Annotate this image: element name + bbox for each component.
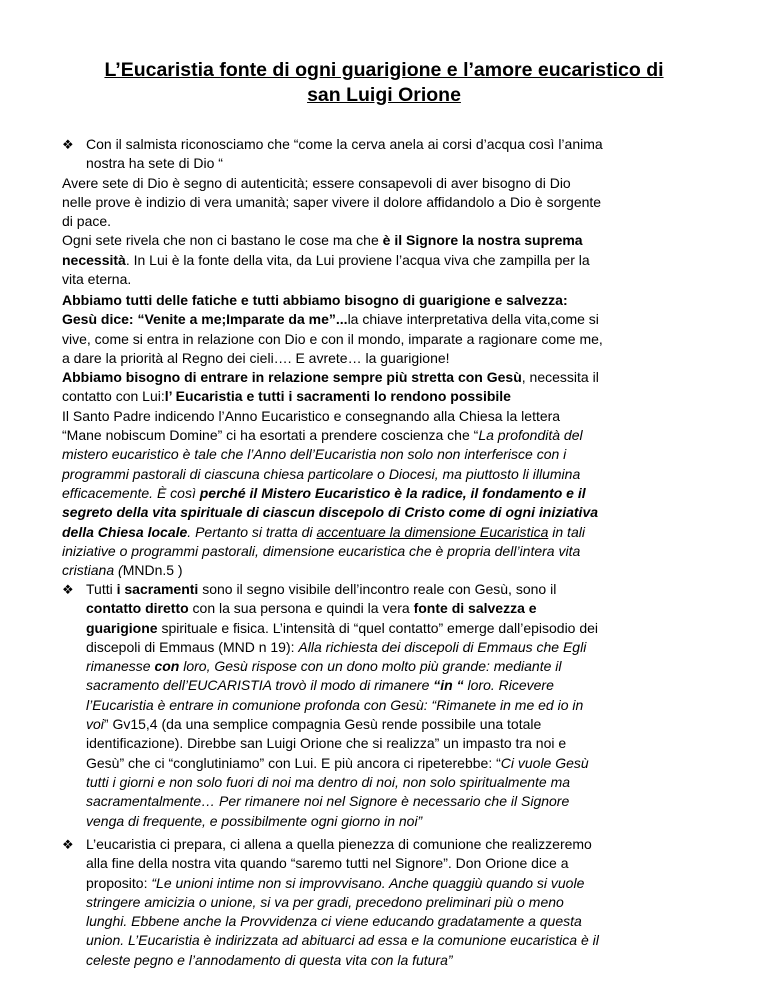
bold-run: i sacramenti: [116, 581, 199, 597]
title-line-1: L’Eucaristia fonte di ogni guarigione e l’amore eucaristico di: [104, 59, 664, 81]
text-run: , necessita il: [521, 369, 599, 386]
text-line: [62, 523, 712, 542]
title-line-2: san Luigi Orione: [307, 84, 461, 106]
italic-run: efficacemente. È così: [62, 484, 200, 501]
text-run: Tutti: [86, 581, 117, 597]
text-run: la chiave interpretativa della vita,come si: [347, 311, 599, 328]
text-line: [62, 561, 712, 580]
bullet-icon: ❖: [62, 582, 74, 597]
text-line: [62, 387, 712, 406]
text-line: venga di frequente, e possibilmente ogni giorno in noi”: [86, 812, 423, 829]
text-line: a dare la priorità al Regno dei cieli…. E avrete… la guarigione!: [62, 349, 450, 366]
paragraph-2: [62, 291, 712, 580]
text-line: [62, 754, 712, 773]
bold-run: Gesù dice: “Venite a me;Imparate da me”: [62, 311, 336, 328]
text-line: alla fine della nostra vita quando “saremo tutti nel Signore”. Don Orione dice a: [86, 855, 569, 872]
bold-run: fonte di salvezza e: [413, 600, 537, 617]
text-run: MNDn.5 ): [122, 562, 183, 579]
bold-italic-run: della Chiesa locale: [62, 523, 188, 540]
italic-run: loro, Gesù rispose con un dono molto più grande: mediante il: [179, 658, 562, 675]
bold-italic-run: perché il Mistero Eucaristico è la radice, il fondamento e il: [199, 484, 586, 501]
bullet-icon: ❖: [62, 837, 74, 852]
bold-run: l’ Eucaristia e tutti i sacramenti lo rendono possibile: [164, 388, 511, 405]
text-line: [62, 484, 712, 503]
text-line: tutti i giorni e non solo fuori di noi ma dentro di noi, non solo spiritualmente ma: [86, 773, 571, 790]
text-run: spirituale e fisica. L’intensità di “quel contatto” emerge dall’episodio dei: [157, 619, 599, 636]
text-line: [62, 580, 712, 599]
text-run: ” Gv15,4 (da una semplice compagnia Gesù rende possibile una totale: [103, 716, 542, 733]
text-line: Abbiamo tutti delle fatiche e tutti abbiamo bisogno di guarigione e salvezza:: [62, 292, 568, 308]
text-line: [62, 599, 712, 618]
text-line: vita eterna.: [62, 271, 132, 288]
underlined-run: accentuare la dimensione Eucaristica: [316, 523, 549, 540]
bullet-icon: ❖: [62, 137, 74, 152]
text-run: con la sua persona e quindi la vera: [188, 600, 414, 617]
text-line: identificazione). Direbbe san Luigi Orione che si realizza” un impasto tra noi e: [86, 735, 567, 752]
text-run: proposito:: [86, 874, 152, 891]
text-line: [62, 310, 712, 329]
text-line: [62, 638, 712, 657]
italic-run: Alla richiesta dei discepoli di Emmaus che Egli: [298, 638, 587, 655]
italic-run: cristiana (: [62, 562, 123, 579]
bold-run: guarigione: [86, 619, 158, 636]
paragraph-4: [62, 835, 712, 970]
text-line: [62, 231, 712, 250]
text-line: [62, 657, 712, 676]
text-line: [62, 426, 712, 445]
italic-run: loro. Ricevere: [463, 677, 554, 694]
text-line: l’Eucaristia è entrare in comunione profonda con Gesù: “Rimanete in me ed io in: [86, 696, 584, 713]
bold-italic-run: “in “: [433, 677, 464, 694]
text-run: contatto con Lui:: [62, 388, 165, 405]
bold-run: contatto diretto: [86, 600, 189, 617]
italic-run: voi: [86, 716, 104, 733]
text-line: Avere sete di Dio è segno di autenticità; essere consapevoli di aver bisogno di Dio: [62, 174, 571, 191]
bold-run: ...: [335, 311, 348, 328]
text-line: programmi pastorali di ciascuna chiesa particolare o Diocesi, ma piuttosto li illumina: [62, 465, 581, 482]
text-run: Gesù” che ci “conglutiniamo” con Lui. E più ancora ci ripeterebbe: “: [86, 754, 501, 771]
italic-run: rimanesse: [86, 658, 155, 675]
text-line: union. L’Eucaristia è indirizzata ad abituarci ad essa e la comunione eucaristica è il: [86, 932, 599, 949]
text-run: “Mane nobiscum Domine” ci ha esortati a prendere coscienza che “: [62, 427, 479, 444]
bold-run: Abbiamo bisogno di entrare in relazione sempre più stretta con Gesù: [62, 369, 522, 386]
text-line: vive, come si entra in relazione con Dio e con il mondo, imparate a ragionare come me,: [62, 330, 603, 347]
text-run: discepoli di Emmaus (MND n 19):: [86, 638, 299, 655]
italic-run: sacramento dell’EUCARISTIA trovò il modo di rimanere: [86, 677, 434, 694]
text-line: Con il salmista riconosciamo che “come la cerva anela ai corsi d’acqua così l’anima: [86, 136, 603, 152]
text-line: sacramentalmente… Per rimanere noi nel Signore è necessario che il Signore: [86, 793, 570, 810]
text-run: Ogni sete rivela che non ci bastano le cose ma che: [62, 232, 383, 249]
italic-run: “Le unioni intime non si improvvisano. Anche quaggiù quando si vuole: [151, 874, 585, 891]
text-line: [62, 251, 712, 270]
text-line: di pace.: [62, 213, 112, 230]
italic-run: Ci vuole Gesù: [500, 754, 589, 771]
text-line: stringere amicizia o unione, si va per gradi, precedono preliminari più o meno: [86, 893, 564, 910]
text-run: sono il segno visibile dell’incontro reale con Gesù, sono il: [198, 581, 557, 597]
text-line: nelle prove è indizio di vera umanità; saper vivere il dolore affidandolo a Dio è sorgente: [62, 193, 602, 210]
text-line: [62, 619, 712, 638]
page-title: [60, 58, 708, 108]
paragraph-3: [62, 580, 712, 831]
paragraph-1: [62, 135, 712, 289]
text-line: celeste pegno e l’annodamento di questa vita con la futura”: [86, 951, 453, 968]
bold-run: è il Signore la nostra suprema: [382, 232, 583, 249]
text-line: mistero eucaristico è tale che l’Anno dell’Eucaristia non solo non interferisce con i: [62, 446, 567, 463]
text-line: Il Santo Padre indicendo l’Anno Eucaristico e consegnando alla Chiesa la lettera: [62, 407, 561, 424]
text-line: iniziative o programmi pastorali, dimensione eucaristica che è propria dell’intera vita: [62, 542, 581, 559]
text-line: [62, 676, 712, 695]
text-run: . In Lui è la fonte della vita, da Lui proviene l’acqua viva che zampilla per la: [125, 251, 590, 268]
text-line: segreto della vita spirituale di ciascun discepolo di Cristo come di ogni iniziativa: [62, 504, 599, 521]
text-line: [62, 874, 712, 893]
text-line: [62, 368, 712, 387]
text-line: nostra ha sete di Dio “: [86, 155, 223, 172]
bold-italic-run: con: [154, 658, 180, 675]
text-line: [62, 715, 712, 734]
text-line: lunghi. Ebbene anche la Provvidenza ci viene educando gradatamente a questa: [86, 913, 582, 930]
italic-run: in tali: [548, 523, 585, 540]
italic-run: . Pertanto si tratta di: [187, 523, 317, 540]
text-line: L’eucaristia ci prepara, ci allena a quella pienezza di comunione che realizzeremo: [86, 836, 592, 852]
bold-run: necessità: [62, 251, 126, 268]
italic-run: La profondità del: [478, 427, 583, 444]
